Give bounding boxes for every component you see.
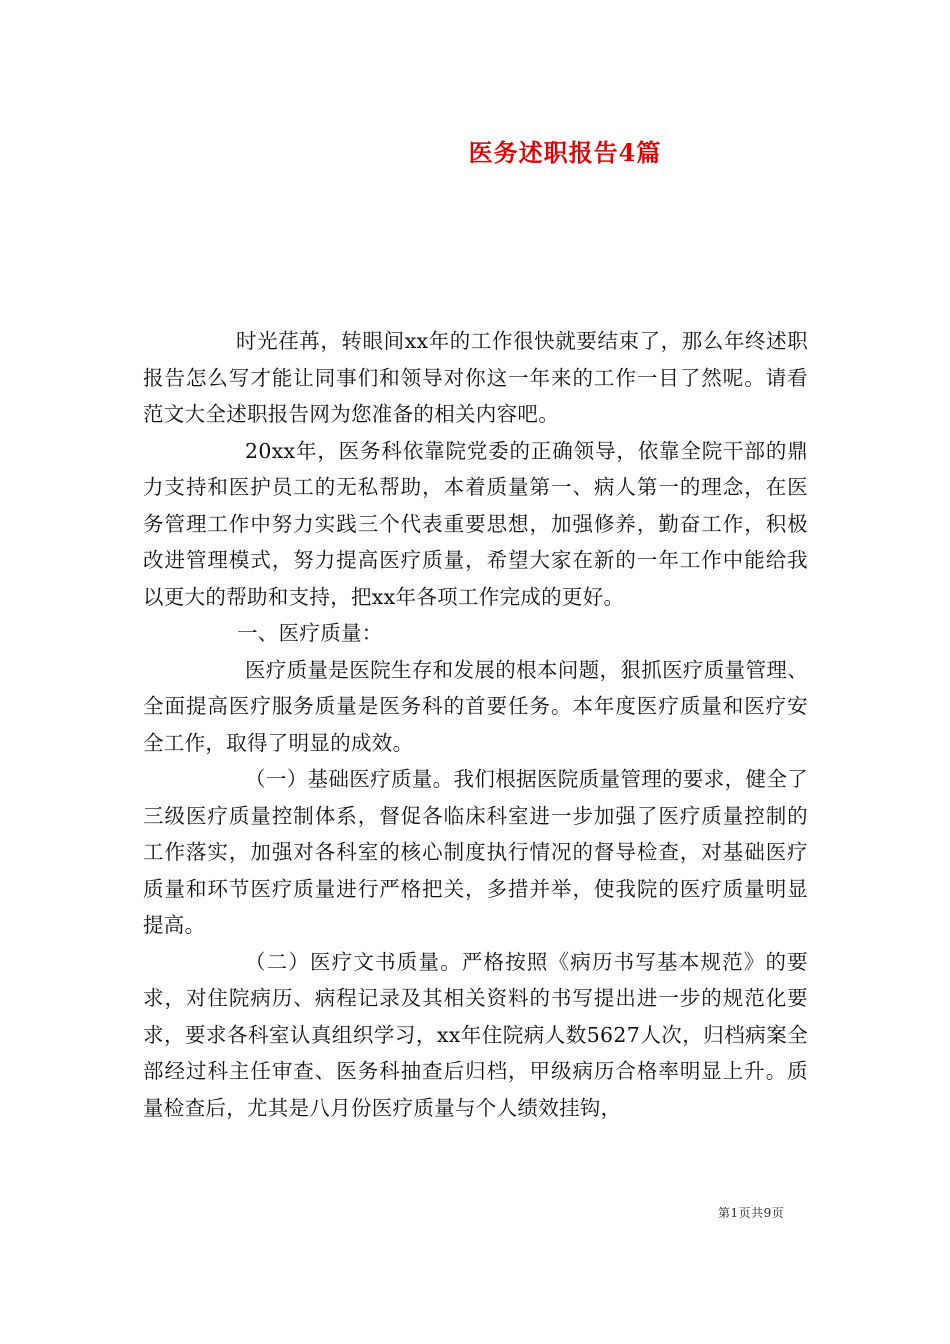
paragraph-intro: 时光荏苒，转眼间xx年的工作很快就要结束了，那么年终述职报告怎么写才能让同事们和领导对你这一年来的工作一目了然呢。请看范文大全述职报告网为您准备的相关内容吧。 xyxy=(143,329,808,426)
section-heading-medical-quality: 一、医疗质量： xyxy=(237,621,383,645)
document-title: 医务述职报告4篇 xyxy=(468,138,662,167)
document-body xyxy=(143,323,808,1126)
paragraph-document-quality: （二）医疗文书质量。严格按照《病历书写基本规范》的要求，对住院病历、病程记录及其相关资料的书写提出进一步的规范化要求，要求各科室认真组织学习，xx年住院病人数5627人次，归档病案全部经过科主任审查、医务科抽查后归档，甲级病历合格率明显上升。质量检查后，尤其是八月份医疗质量与个人绩效挂钩， xyxy=(143,949,808,1120)
paragraph-summary: 20xx年，医务科依靠院党委的正确领导，依靠全院干部的鼎力支持和医护员工的无私帮助，本着质量第一、病人第一的理念，在医务管理工作中努力实践三个代表重要思想，加强修养，勤奋工作，积极改进管理模式，努力提高医疗质量，希望大家在新的一年工作中能给我以更大的帮助和支持，把xx年各项工作完成的更好。 xyxy=(143,438,808,609)
paragraph-basic-quality: （一）基础医疗质量。我们根据医院质量管理的要求，健全了三级医疗质量控制体系，督促各临床科室进一步加强了医疗质量控制的工作落实，加强对各科室的核心制度执行情况的督导检查，对基础医疗质量和环节医疗质量进行严格把关，多措并举，使我院的医疗质量明显提高。 xyxy=(143,767,808,937)
paragraph-medical-quality: 医疗质量是医院生存和发展的根本问题，狠抓医疗质量管理、全面提高医疗服务质量是医务科的首要任务。本年度医疗质量和医疗安全工作，取得了明显的成效。 xyxy=(143,657,808,755)
page-number-footer: 第1页共9页 xyxy=(718,1206,785,1220)
